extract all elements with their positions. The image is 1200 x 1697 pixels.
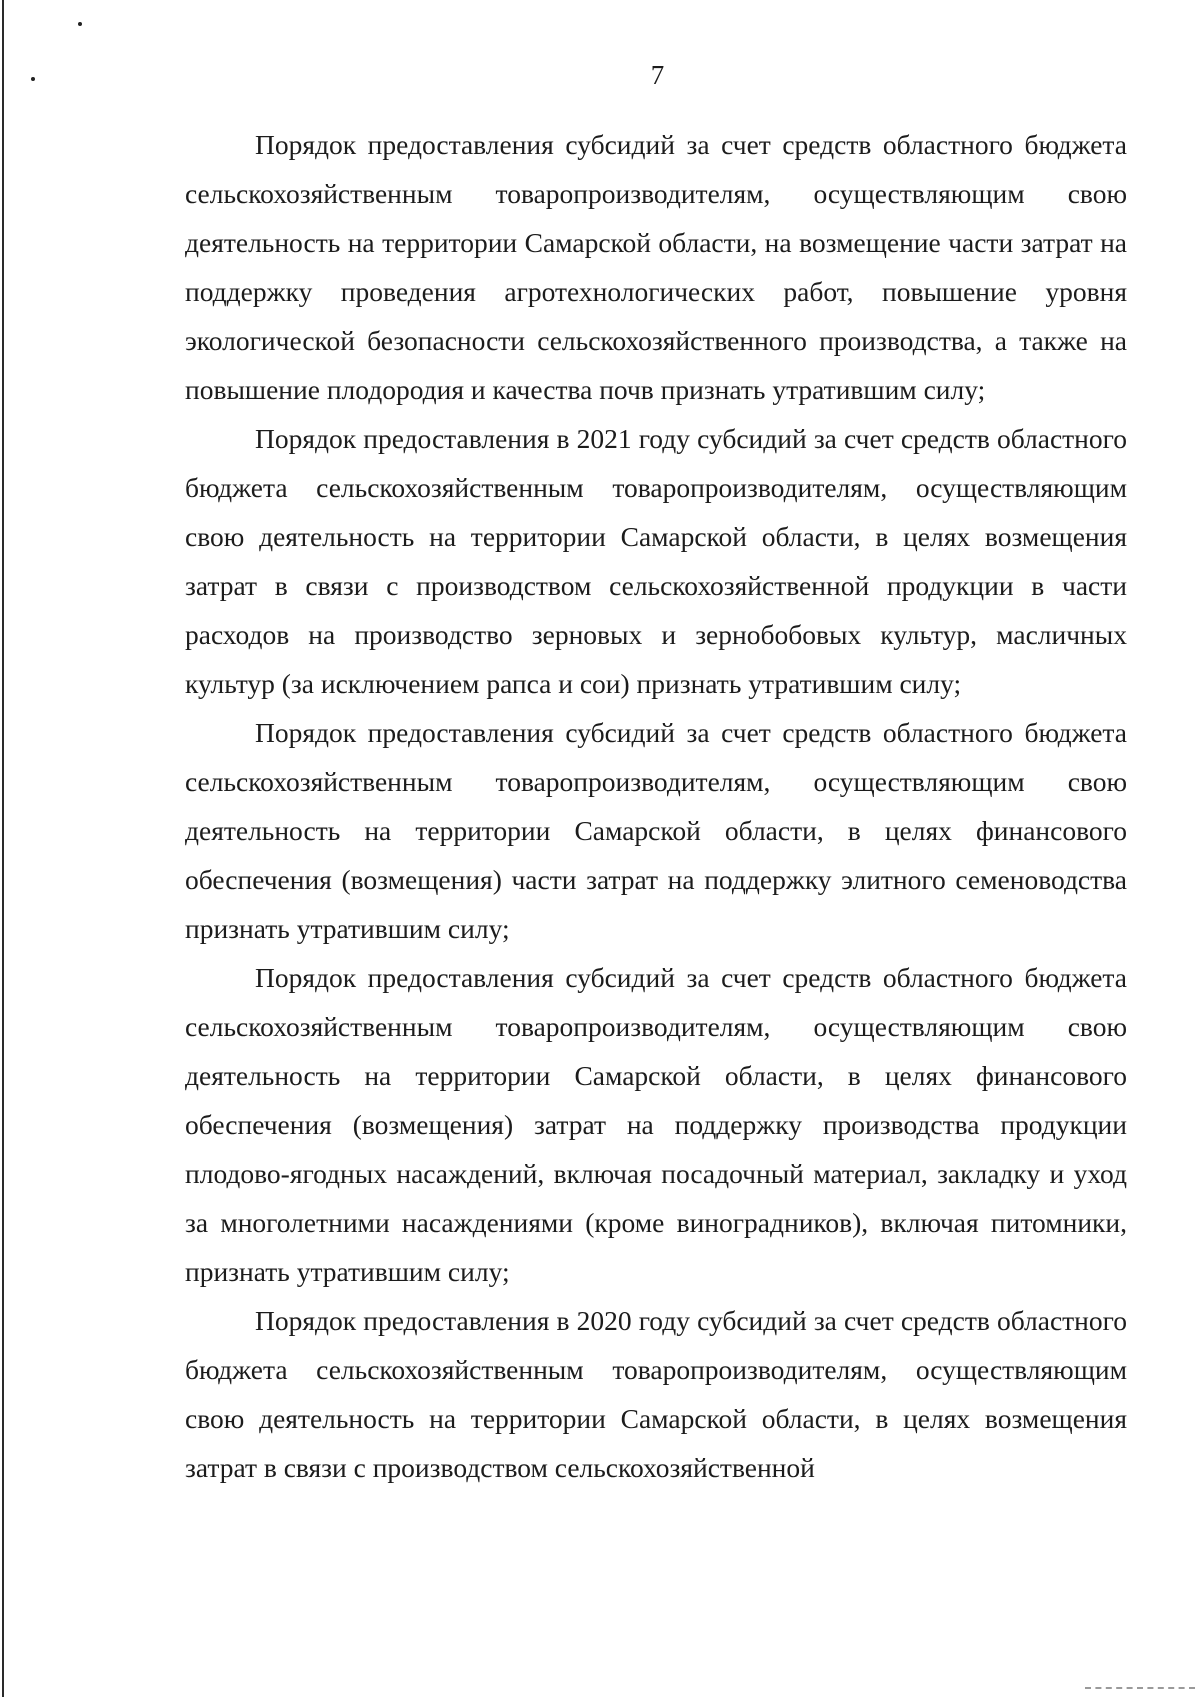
paragraph: Порядок предоставления в 2020 году субсидий за счет средств областного бюджета сельскохозяйственным товаропроизводителям, осуществляющим свою деятельность на территории Самарской области, в целях возмещения затрат в связи с производством сельскохозяйственной (185, 1305, 1127, 1483)
document-body (185, 120, 1127, 1492)
paragraph: Порядок предоставления субсидий за счет средств областного бюджета сельскохозяйственным товаропроизводителям, осуществляющим свою деятельность на территории Самарской области, в целях финансового обеспечения (возмещения) части затрат на поддержку элитного семеноводства признать утратившим силу; (185, 717, 1127, 944)
paragraph: Порядок предоставления субсидий за счет средств областного бюджета сельскохозяйственным товаропроизводителям, осуществляющим свою деятельность на территории Самарской области, в целях финансового обеспечения (возмещения) затрат на поддержку производства продукции плодово-ягодных насаждений, включая посадочный материал, закладку и уход за многолетними насаждениями (кроме виноградников), включая питомники, признать утратившим силу; (185, 962, 1127, 1287)
scan-speck (78, 22, 82, 26)
page-number: 7 (650, 60, 665, 90)
scan-left-edge (2, 0, 4, 1697)
scan-footer-marks (1085, 1687, 1195, 1692)
paragraph: Порядок предоставления в 2021 году субсидий за счет средств областного бюджета сельскохозяйственным товаропроизводителям, осуществляющим свою деятельность на территории Самарской области, в целях возмещения затрат в связи с производством сельскохозяйственной продукции в части расходов на производство зерновых и зернобобовых культур, масличных культур (за исключением рапса и сои) признать утратившим силу; (185, 423, 1127, 699)
paragraph: Порядок предоставления субсидий за счет средств областного бюджета сельскохозяйственным товаропроизводителям, осуществляющим свою деятельность на территории Самарской области, на возмещение части затрат на поддержку проведения агротехнологических работ, повышение уровня экологической безопасности сельскохозяйственного производства, а также на повышение плодородия и качества почв признать утратившим силу; (185, 129, 1127, 405)
